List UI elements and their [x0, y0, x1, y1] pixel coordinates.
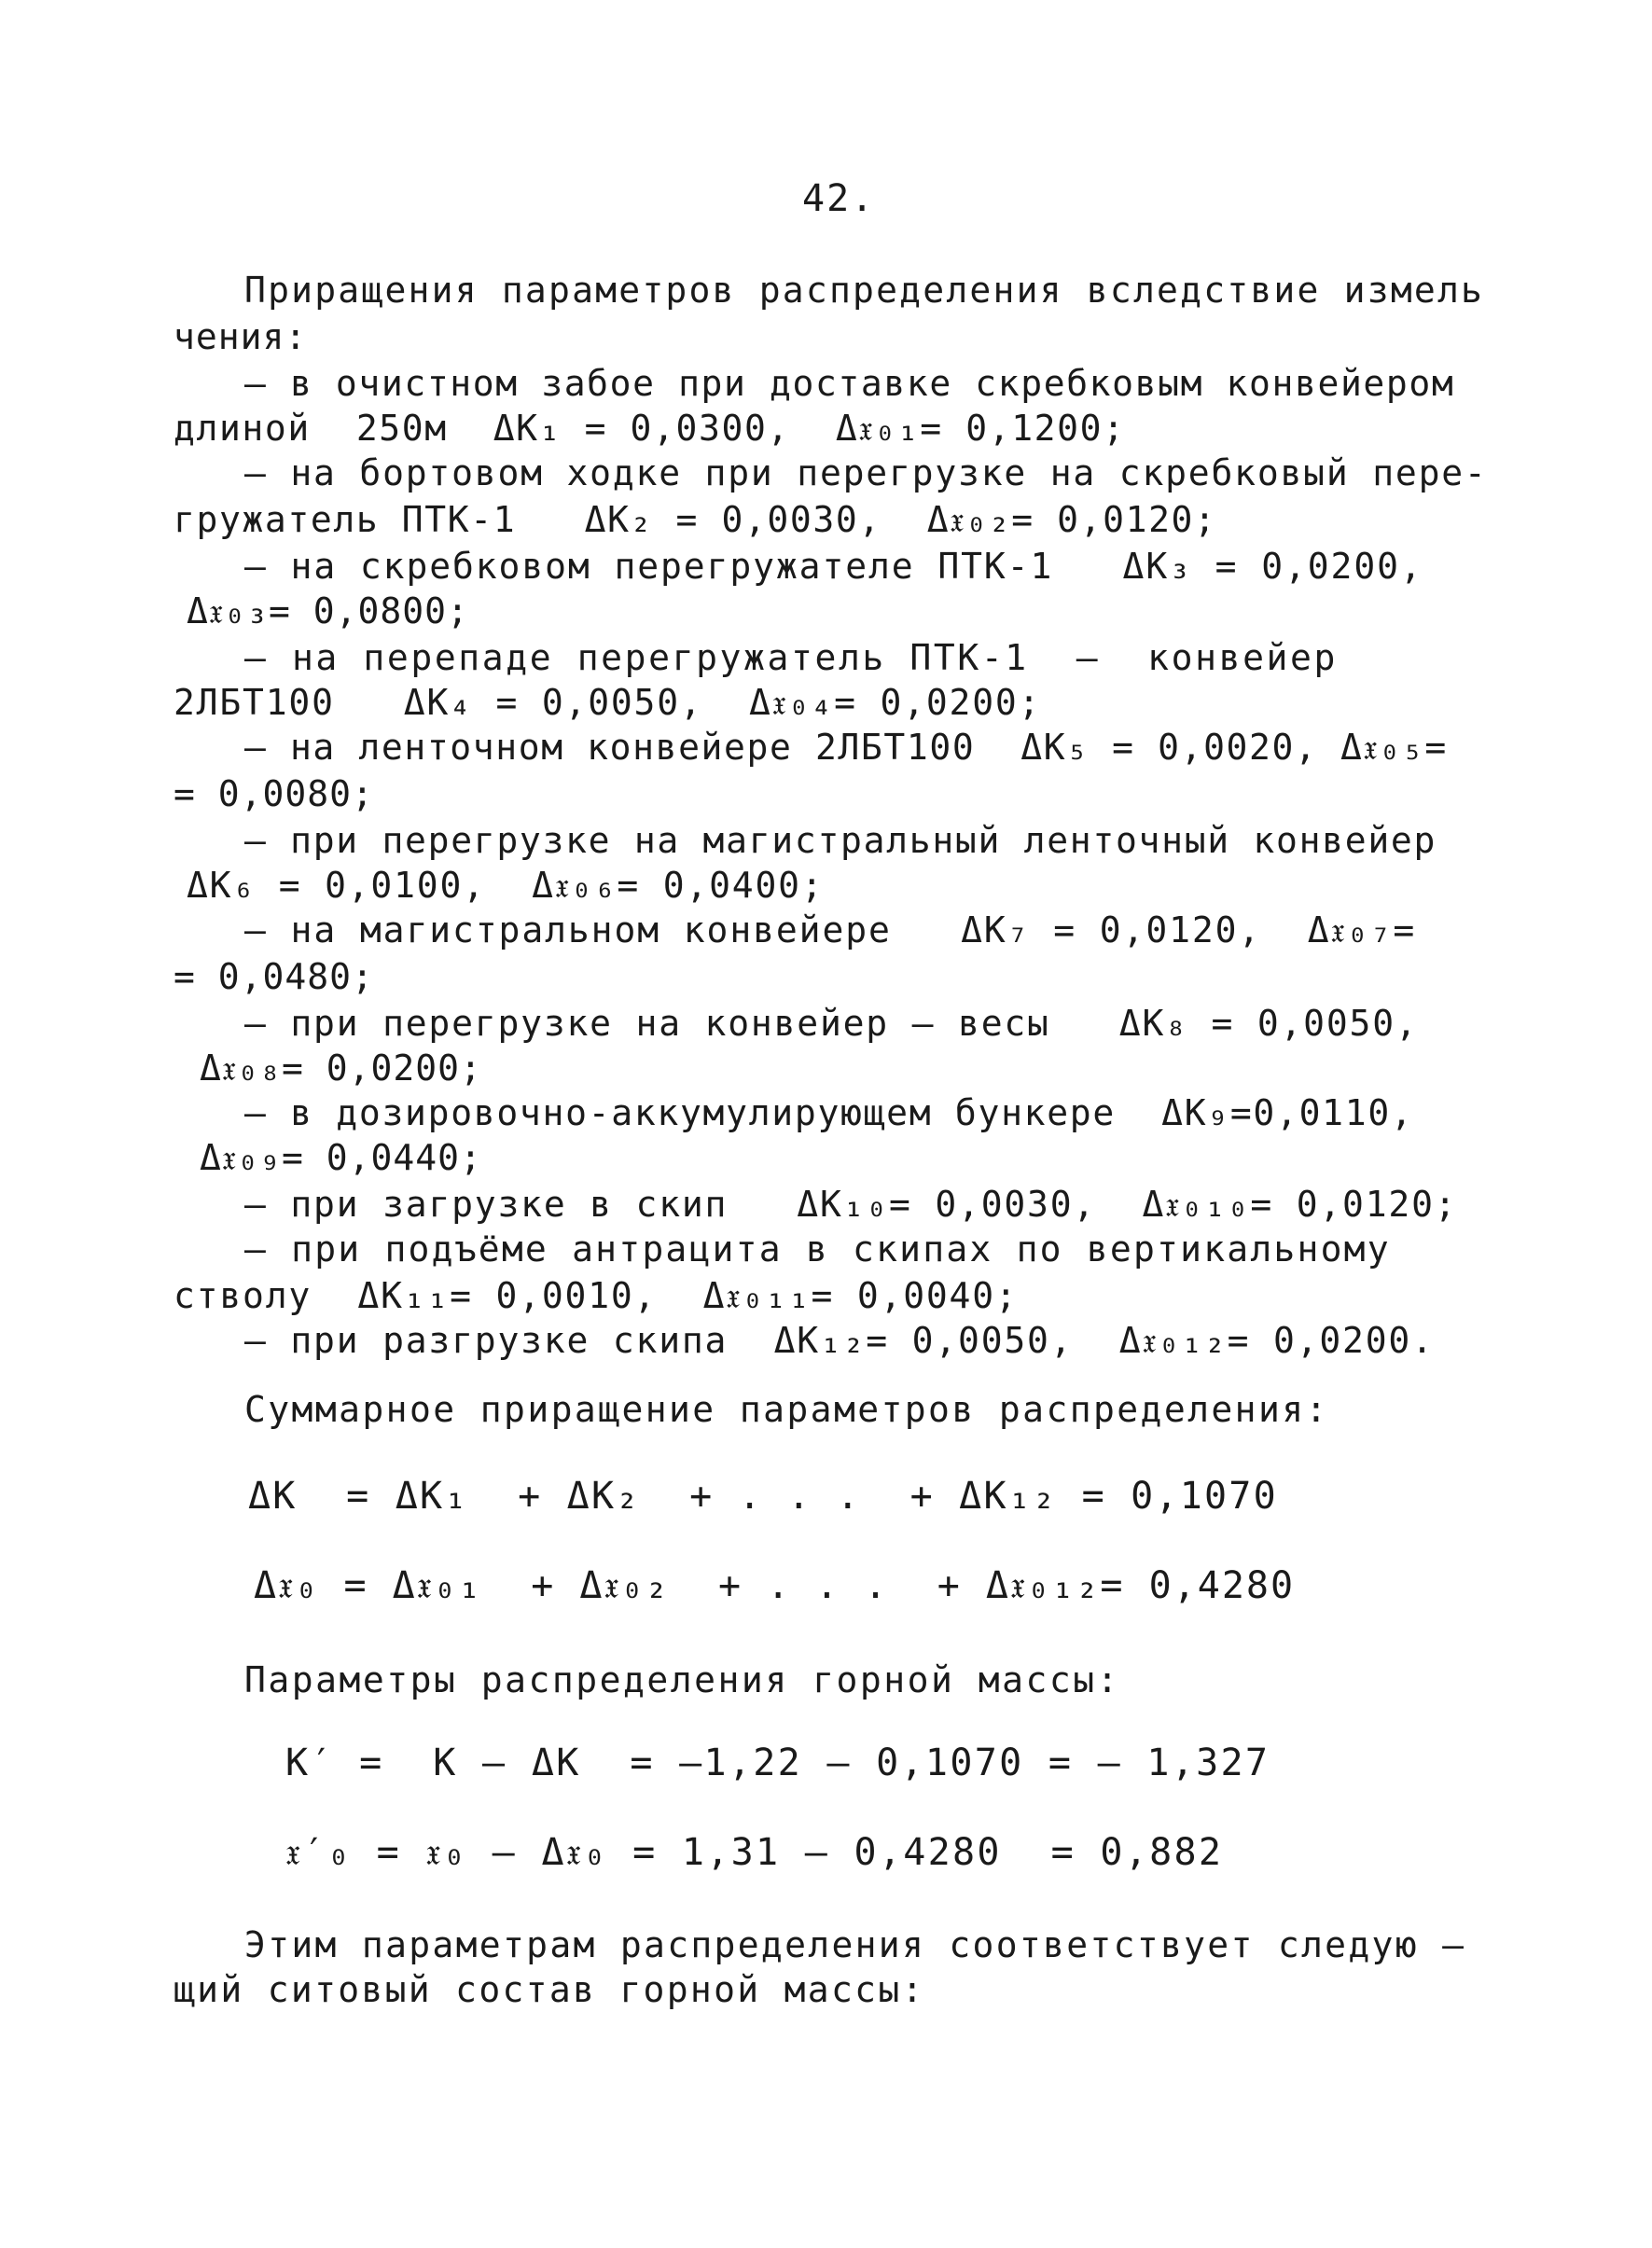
- item-4-line-1: – на перепаде перегружатель ПТК-1 – конвейер: [244, 637, 1338, 678]
- item-7-line-2: = 0,0480;: [174, 956, 374, 997]
- item-11-line-1: – при подъёме антрацита в скипах по вертикальному: [244, 1228, 1391, 1270]
- intro-line-1: Приращения параметров распределения вследствие измель: [244, 270, 1485, 311]
- item-2-line-1: – на бортовом ходке при перегрузке на скребковый пере-: [244, 452, 1488, 493]
- item-1-line-1: – в очистном забое при доставке скребковым конвейером: [244, 363, 1455, 404]
- item-8-line-1: – при перегрузке на конвейер – весы ΔK₈ = 0,0050,: [244, 1003, 1419, 1044]
- intro-line-2: чения:: [174, 316, 308, 357]
- item-3-line-1: – на скребковом перегружателе ПТК-1 ΔK₃ = 0,0200,: [244, 546, 1423, 587]
- sum-equation-x: Δ𝔵₀ = Δ𝔵₀₁ + Δ𝔵₀₂ + . . . + Δ𝔵₀₁₂= 0,4280: [254, 1564, 1296, 1607]
- item-5-line-1: – на ленточном конвейере 2ЛБТ100 ΔK₅ = 0,0020, Δ𝔵₀₅=: [244, 727, 1448, 768]
- item-9-line-1: – в дозировочно-аккумулирующем бункере ΔK₉=0,0110,: [244, 1092, 1414, 1133]
- conclusion-line-1: Этим параметрам распределения соответствует следую –: [244, 1924, 1466, 1965]
- param-equation-x: 𝔵′₀ = 𝔵₀ – Δ𝔵₀ = 1,31 – 0,4280 = 0,882: [285, 1831, 1224, 1874]
- item-9-line-2: Δ𝔵₀₉= 0,0440;: [200, 1137, 482, 1178]
- sum-equation-k: ΔK = ΔK₁ + ΔK₂ + . . . + ΔK₁₂ = 0,1070: [248, 1475, 1278, 1518]
- page-number: 42.: [802, 177, 876, 220]
- item-5-line-2: = 0,0080;: [174, 773, 374, 814]
- item-10-line-1: – при загрузке в скип ΔK₁₀= 0,0030, Δ𝔵₀₁₀= 0,0120;: [244, 1184, 1458, 1225]
- item-3-line-2: Δ𝔵₀₃= 0,0800;: [187, 590, 469, 631]
- item-7-line-1: – на магистральном конвейере ΔK₇ = 0,0120, Δ𝔵₀₇=: [244, 909, 1417, 951]
- params-heading: Параметры распределения горной массы:: [244, 1659, 1120, 1700]
- item-6-line-1: – при перегрузке на магистральный ленточный конвейер: [244, 820, 1437, 861]
- item-11-line-2: стволу ΔK₁₁= 0,0010, Δ𝔵₀₁₁= 0,0040;: [174, 1275, 1019, 1316]
- item-6-line-2: ΔK₆ = 0,0100, Δ𝔵₀₆= 0,0400;: [187, 865, 825, 906]
- conclusion-line-2: щий ситовый состав горной массы:: [174, 1969, 925, 2010]
- sum-heading: Суммарное приращение параметров распределения:: [244, 1389, 1329, 1430]
- item-4-line-2: 2ЛБТ100 ΔK₄ = 0,0050, Δ𝔵₀₄= 0,0200;: [174, 682, 1042, 723]
- item-12-line-1: – при разгрузке скипа ΔK₁₂= 0,0050, Δ𝔵₀₁₂= 0,0200.: [244, 1320, 1435, 1361]
- param-equation-k: K′ = K – ΔK = –1,22 – 0,1070 = – 1,327: [285, 1742, 1270, 1784]
- item-8-line-2: Δ𝔵₀₈= 0,0200;: [200, 1048, 482, 1089]
- item-2-line-2: гружатель ПТК-1 ΔK₂ = 0,0030, Δ𝔵₀₂= 0,0120;: [174, 499, 1217, 540]
- item-1-line-2: длиной 250м ΔK₁ = 0,0300, Δ𝔵₀₁= 0,1200;: [174, 408, 1126, 449]
